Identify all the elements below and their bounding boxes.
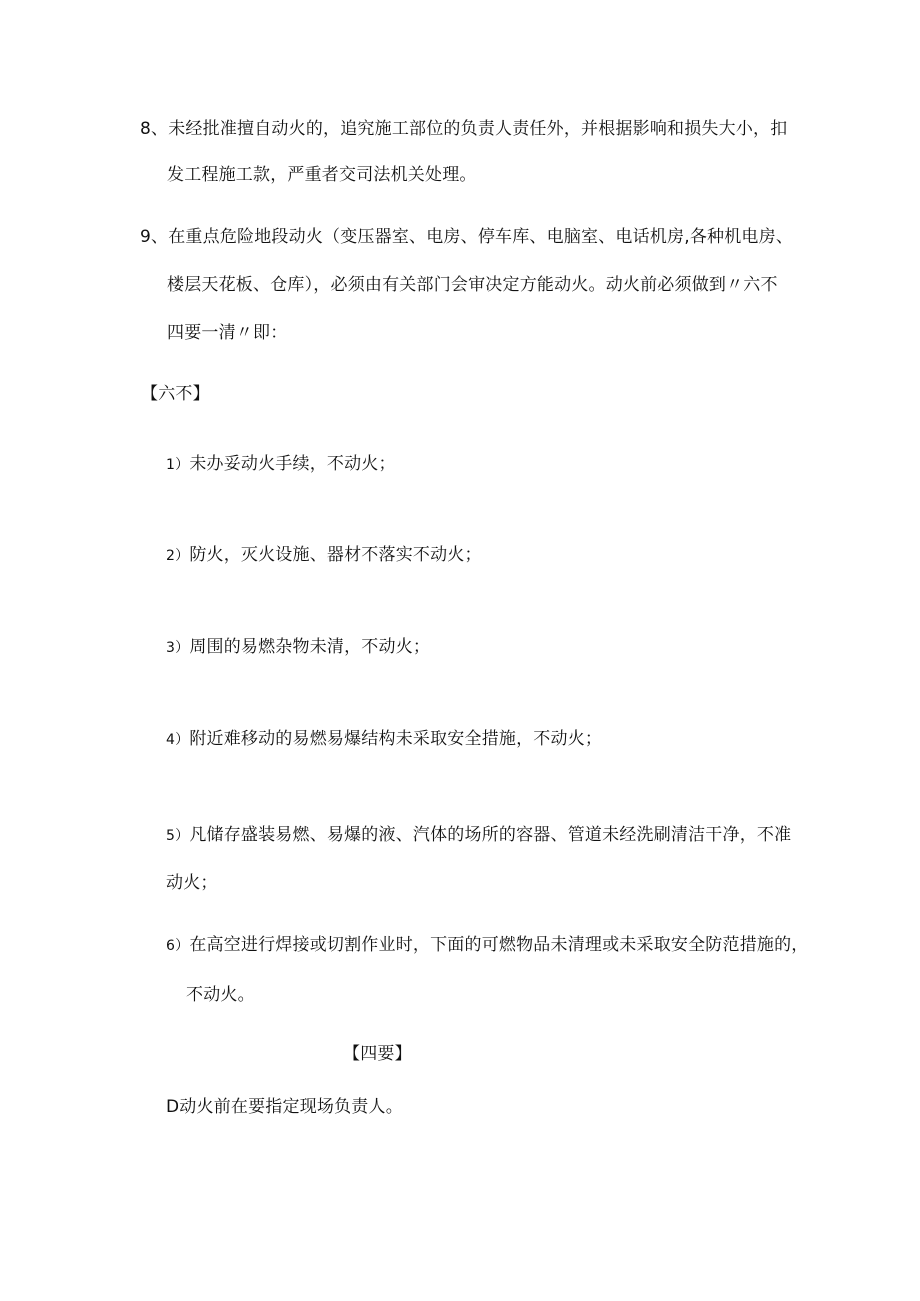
four-must-item-1 (166, 1096, 403, 1118)
item-8-text-2: 发工程施工款，严重者交司法机关处理。 (167, 165, 477, 185)
six-no-item-1-number: 1） (166, 457, 190, 473)
six-no-item-5-text: 凡储存盛装易燃、易爆的液、汽体的场所的容器、管道未经洗刷清洁干净，不准 (189, 825, 792, 845)
six-no-item-1-text: 未办妥动火手续，不动火； (189, 454, 396, 474)
item-9-text-3: 四要一清〃即： (167, 323, 288, 343)
item-9-text-2: 楼层天花板、仓库），必须由有关部门会审决定方能动火。动火前必须做到〃六不 (167, 275, 778, 295)
six-no-item-4-text: 附近难移动的易燃易爆结构未采取安全措施，不动火； (189, 729, 603, 749)
item-9-number: 9、 (140, 227, 169, 247)
six-no-heading: 【六不】 (141, 384, 210, 404)
item-8-text-1: 未经批准擅自动火的，追究施工部位的负责人责任外，并根据影响和损失大小，扣 (168, 119, 788, 139)
six-no-item-2-text: 防火，灭火设施、器材不落实不动火； (189, 545, 482, 565)
four-must-item-1-text: 动火前在要指定现场负责人。 (179, 1097, 403, 1117)
six-no-item-5-continuation: 动火； (166, 873, 218, 893)
six-no-item-5 (166, 824, 791, 847)
six-no-item-3 (166, 636, 430, 659)
item-9-text-1: 在重点危险地段动火（变压器室、电房、停车库、电脑室、电话机房,各种机电房、 (168, 227, 794, 247)
six-no-item-3-number: 3） (166, 640, 190, 656)
item-8-number: 8、 (140, 119, 169, 139)
six-no-item-4 (166, 728, 602, 751)
six-no-item-4-number: 4） (166, 732, 190, 748)
six-no-item-3-text: 周围的易燃杂物未清，不动火； (189, 637, 431, 657)
four-must-item-1-number: D (166, 1097, 180, 1117)
six-no-item-2 (166, 544, 482, 567)
six-no-item-5-number: 5） (166, 828, 190, 844)
six-no-item-6 (166, 934, 809, 957)
six-no-item-2-number: 2） (166, 548, 190, 564)
item-8-line-1 (140, 118, 787, 140)
six-no-item-1 (166, 453, 396, 476)
six-no-item-6-number: 6） (166, 938, 190, 954)
item-9-line-1 (140, 226, 793, 248)
six-no-item-6-text: 在高空进行焊接或切割作业时，下面的可燃物品未清理或未采取安全防范措施的， (189, 935, 809, 955)
four-must-heading: 【四要】 (343, 1044, 412, 1064)
six-no-item-6-continuation: 不动火。 (186, 985, 255, 1005)
